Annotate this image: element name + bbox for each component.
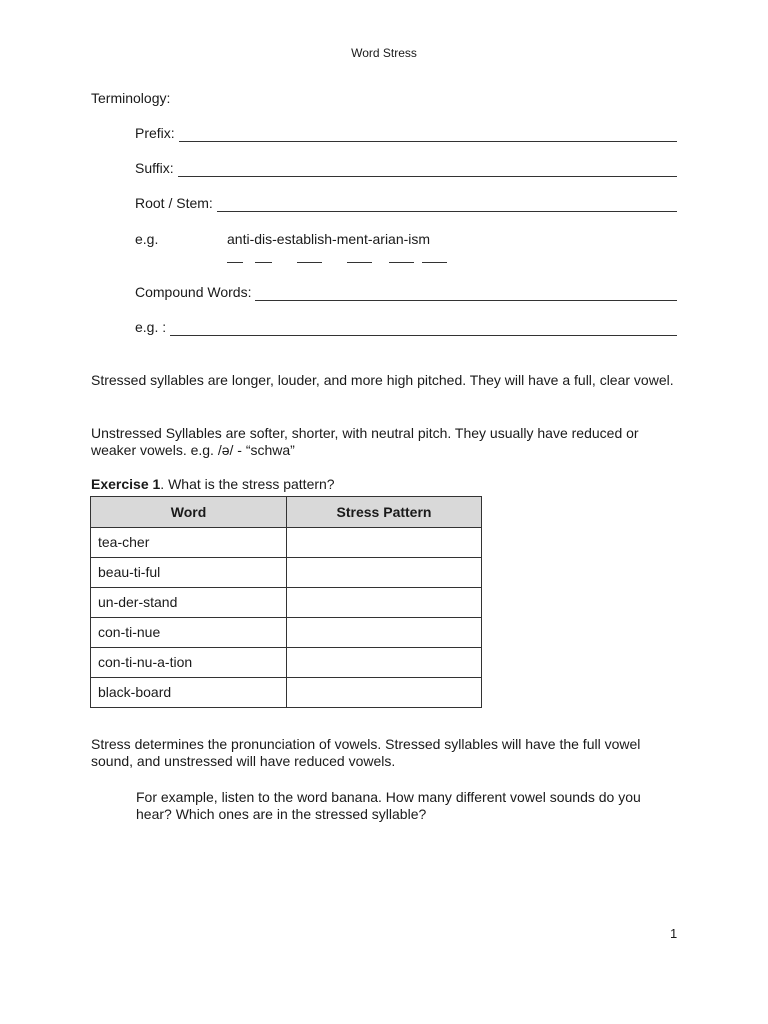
word-cell: con-ti-nue xyxy=(91,618,287,648)
compound-example-label: e.g. : xyxy=(135,319,167,335)
root-stem-label: Root / Stem: xyxy=(135,195,213,211)
compound-example-blank-line xyxy=(170,322,677,336)
suffix-blank-line xyxy=(178,163,677,177)
terminology-heading: Terminology: xyxy=(91,90,171,106)
page-title: Word Stress xyxy=(351,46,417,60)
unstressed-syllables-paragraph: Unstressed Syllables are softer, shorter, with neutral pitch. They usually have reduced or weaker vowels. e.g. /ə/ - “schwa” xyxy=(91,425,639,458)
compound-example-row xyxy=(135,319,677,336)
exercise-label: Exercise 1 xyxy=(91,476,161,492)
table-row xyxy=(91,528,482,558)
table-header-row xyxy=(91,497,482,528)
word-column-header: Word xyxy=(91,497,287,528)
page-number: 1 xyxy=(670,926,678,941)
prefix-blank-line xyxy=(179,128,677,142)
vowel-pronunciation-paragraph: Stress determines the pronunciation of vowels. Stressed syllables will have the full vowel sound, and unstressed will have reduced vowels. xyxy=(91,736,641,769)
stressed-syllables-paragraph: Stressed syllables are longer, louder, and more high pitched. They will have a full, clear vowel. xyxy=(91,372,674,388)
compound-words-blank-line xyxy=(255,287,677,301)
suffix-row xyxy=(135,160,677,177)
banana-example-paragraph: For example, listen to the word banana. How many different vowel sounds do you hear? Which ones are in the stressed syllable? xyxy=(136,789,641,822)
table-row xyxy=(91,618,482,648)
table-row xyxy=(91,648,482,678)
morpheme-blank xyxy=(422,262,447,263)
stress-pattern-column-header: Stress Pattern xyxy=(287,497,482,528)
word-cell: un-der-stand xyxy=(91,588,287,618)
eg-label: e.g. xyxy=(135,231,159,247)
morpheme-blank xyxy=(347,262,372,263)
word-cell: con-ti-nu-a-tion xyxy=(91,648,287,678)
table-row xyxy=(91,678,482,708)
compound-words-row xyxy=(135,284,677,301)
table-row xyxy=(91,558,482,588)
word-cell: black-board xyxy=(91,678,287,708)
table-row xyxy=(91,588,482,618)
compound-words-label: Compound Words: xyxy=(135,284,252,300)
morpheme-blank xyxy=(297,262,322,263)
stress-pattern-table xyxy=(90,496,482,708)
stress-pattern-cell[interactable] xyxy=(287,678,482,708)
stress-pattern-cell[interactable] xyxy=(287,618,482,648)
prefix-label: Prefix: xyxy=(135,125,175,141)
morpheme-blank xyxy=(389,262,414,263)
stress-pattern-cell[interactable] xyxy=(287,528,482,558)
exercise-heading xyxy=(91,476,335,493)
suffix-label: Suffix: xyxy=(135,160,174,176)
example-word: anti-dis-establish-ment-arian-ism xyxy=(227,231,431,247)
morpheme-blank xyxy=(255,262,272,263)
word-cell: beau-ti-ful xyxy=(91,558,287,588)
exercise-question: . What is the stress pattern? xyxy=(160,476,335,492)
stress-pattern-cell[interactable] xyxy=(287,558,482,588)
stress-pattern-cell[interactable] xyxy=(287,648,482,678)
stress-pattern-cell[interactable] xyxy=(287,588,482,618)
word-cell: tea-cher xyxy=(91,528,287,558)
root-stem-row xyxy=(135,195,677,212)
morpheme-blank xyxy=(227,262,243,263)
prefix-row xyxy=(135,125,677,142)
root-stem-blank-line xyxy=(217,198,677,212)
